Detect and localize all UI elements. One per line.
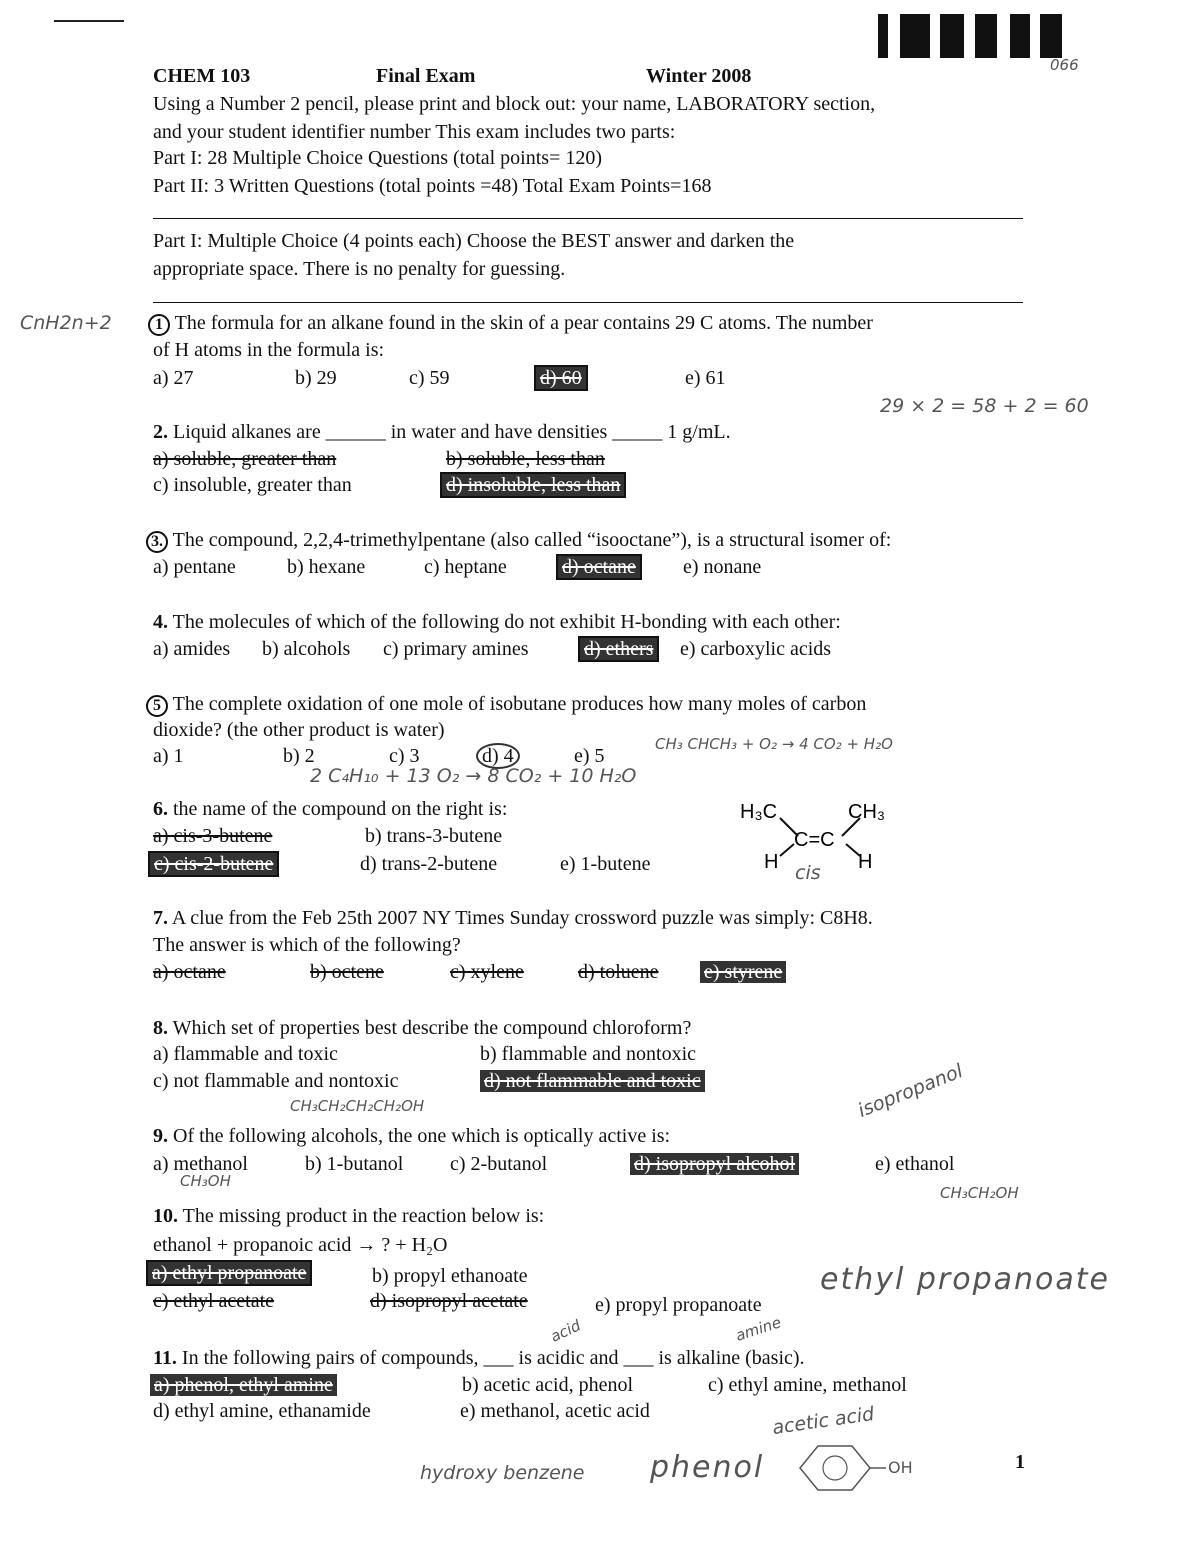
choice-selected[interactable] <box>630 1150 799 1178</box>
question-text: The formula for an alkane found in the skin of a pear contains 29 C atoms. The number <box>174 312 873 334</box>
choice-label: d) isopropyl alcohol <box>630 1153 799 1175</box>
choice[interactable]: d) ethyl amine, ethanamide <box>153 1400 371 1422</box>
question-text: dioxide? (the other product is water) <box>153 719 445 741</box>
structure-label: H₃C <box>740 801 778 823</box>
handwritten-note: cis <box>795 862 821 884</box>
choice[interactable]: b) trans-3-butene <box>365 825 503 847</box>
question-number: 10. <box>153 1205 178 1227</box>
barcode-bar <box>1040 14 1062 58</box>
choice[interactable]: c) ethyl amine, methanol <box>708 1374 907 1396</box>
exam-title: Final Exam <box>376 65 476 87</box>
choice[interactable]: c) 3 <box>389 745 420 767</box>
choice-label: c) cis-2-butene <box>148 851 279 877</box>
question-number: 8. <box>153 1017 168 1039</box>
question-text: of H atoms in the formula is: <box>153 339 385 361</box>
choice[interactable]: c) 2-butanol <box>450 1153 548 1175</box>
question-text: In the following pairs of compounds, ___ is acidic and ___ is alkaline (basic). <box>181 1347 805 1369</box>
choice-label: d) insoluble, less than <box>440 472 626 498</box>
instruction-line: Part I: 28 Multiple Choice Questions (total points= 120) <box>153 147 603 169</box>
choice[interactable]: b) flammable and nontoxic <box>480 1043 697 1065</box>
handwritten-note: CH₃CH₂CH₂CH₂OH <box>290 1097 425 1115</box>
handwritten-note: acetic acid <box>770 1402 876 1440</box>
choice[interactable]: a) methanol <box>153 1153 248 1175</box>
phenol-ring-sketch <box>790 1438 920 1498</box>
choice[interactable]: d) isopropyl acetate <box>370 1290 528 1312</box>
choice[interactable]: a) pentane <box>153 556 236 578</box>
choice[interactable]: b) alcohols <box>262 638 351 660</box>
choice-selected[interactable] <box>150 1371 337 1399</box>
handwritten-note: CH₃CH₂OH <box>940 1184 1019 1202</box>
question-1-stem <box>148 309 873 337</box>
choice[interactable]: e) carboxylic acids <box>680 638 832 660</box>
question-text: The answer is which of the following? <box>153 934 461 956</box>
handwritten-note: isopropanol <box>854 1060 967 1122</box>
question-text: Of the following alcohols, the one which is optically active is: <box>173 1125 671 1147</box>
choice[interactable]: a) flammable and toxic <box>153 1043 338 1065</box>
question-text: The complete oxidation of one mole of isobutane produces how many moles of carbon <box>172 693 867 715</box>
part1-intro: Part I: Multiple Choice (4 points each) Choose the BEST answer and darken the <box>153 230 795 252</box>
question-number: 4. <box>153 611 168 633</box>
choice-selected[interactable] <box>440 471 626 499</box>
choice-label: a) ethyl propanoate <box>146 1260 312 1286</box>
choice[interactable]: d) trans-2-butene <box>360 853 498 875</box>
choice-selected[interactable] <box>700 958 786 986</box>
choice[interactable]: c) xylene <box>450 961 524 983</box>
choice[interactable]: e) methanol, acetic acid <box>460 1400 650 1422</box>
question-2-stem <box>153 418 731 446</box>
instruction-line: Part II: 3 Written Questions (total points =48) Total Exam Points=168 <box>153 175 712 197</box>
stamp-number: 066 <box>1050 56 1079 74</box>
handwritten-note: hydroxy benzene <box>420 1462 585 1484</box>
choice[interactable]: e) 61 <box>685 367 726 389</box>
choice-label: d) 4 <box>476 743 520 769</box>
choice-label: d) ethers <box>578 636 659 662</box>
choice[interactable]: c) not flammable and nontoxic <box>153 1070 399 1092</box>
choice[interactable]: a) cis-3-butene <box>153 825 273 847</box>
choice[interactable]: c) ethyl acetate <box>153 1290 275 1312</box>
question-7-stem <box>153 904 873 932</box>
choice[interactable]: b) soluble, less than <box>446 448 605 470</box>
pen-mark <box>54 20 124 22</box>
structure-label: C=C <box>794 829 835 851</box>
choice-label: d) not flammable and toxic <box>480 1070 705 1092</box>
question-text: The molecules of which of the following do not exhibit H-bonding with each other: <box>172 611 841 633</box>
question-number: 11. <box>153 1347 177 1369</box>
choice[interactable]: b) propyl ethanoate <box>372 1265 528 1287</box>
choice-label: d) octane <box>556 554 642 580</box>
choice-selected[interactable] <box>534 364 588 392</box>
choice[interactable]: e) 5 <box>574 745 605 767</box>
svg-text:OH: OH <box>888 1458 913 1477</box>
choice[interactable]: a) soluble, greater than <box>153 448 337 470</box>
choice[interactable]: e) nonane <box>683 556 762 578</box>
choice-selected[interactable] <box>578 635 659 663</box>
choice-selected[interactable] <box>146 1259 312 1287</box>
choice[interactable]: a) amides <box>153 638 231 660</box>
choice-label: a) phenol, ethyl amine <box>150 1374 337 1396</box>
part1-intro: appropriate space. There is no penalty for guessing. <box>153 258 566 280</box>
choice[interactable]: e) ethanol <box>875 1153 955 1175</box>
instruction-line: Using a Number 2 pencil, please print and block out: your name, LABORATORY section, <box>153 93 876 115</box>
structure-label: H <box>764 851 779 873</box>
barcode-bar <box>1010 14 1030 58</box>
choice[interactable]: e) 1-butene <box>560 853 651 875</box>
divider <box>153 218 1023 219</box>
choice[interactable]: a) 1 <box>153 745 184 767</box>
choice[interactable]: e) propyl propanoate <box>595 1294 762 1316</box>
choice[interactable]: c) primary amines <box>383 638 529 660</box>
choice-selected[interactable] <box>556 553 642 581</box>
question-number: 7. <box>153 907 168 929</box>
divider <box>153 302 1023 303</box>
handwritten-note: amine <box>733 1313 784 1345</box>
choice[interactable]: a) 27 <box>153 367 194 389</box>
question-10-stem <box>153 1202 544 1230</box>
question-text: The compound, 2,2,4-trimethylpentane (also called “isooctane”), is a structural isomer of: <box>172 529 892 551</box>
handwritten-note: CH₃ CHCH₃ + O₂ → 4 CO₂ + H₂O <box>655 735 893 753</box>
question-9-stem <box>153 1122 670 1150</box>
question-3-stem <box>146 526 891 554</box>
handwritten-note: CnH2n+2 <box>20 312 112 334</box>
handwritten-note: phenol <box>650 1450 765 1485</box>
question-number: 1 <box>148 314 170 336</box>
choice[interactable]: c) 59 <box>409 367 450 389</box>
question-text: A clue from the Feb 25th 2007 NY Times Sunday crossword puzzle was simply: C8H8. <box>171 907 873 929</box>
barcode-bar <box>900 14 930 58</box>
question-8-stem <box>153 1014 691 1042</box>
page-number: 1 <box>1015 1451 1025 1473</box>
question-number: 2. <box>153 421 168 443</box>
choice[interactable]: c) heptane <box>424 556 507 578</box>
handwritten-note: CH₃OH <box>180 1172 231 1190</box>
choice[interactable]: b) 1-butanol <box>305 1153 404 1175</box>
barcode-bar <box>940 14 964 58</box>
reaction-equation: ethanol + propanoic acid → ? + H₂O <box>153 1234 448 1256</box>
question-4-stem <box>153 608 841 636</box>
handwritten-note: ethyl propanoate <box>820 1262 1110 1297</box>
question-text: Which set of properties best describe the compound chloroform? <box>172 1017 692 1039</box>
question-6-stem <box>153 795 507 823</box>
question-11-stem <box>153 1344 805 1372</box>
handwritten-note: 2 C₄H₁₀ + 13 O₂ → 8 CO₂ + 10 H₂O <box>310 765 637 787</box>
choice[interactable]: b) octene <box>310 961 384 983</box>
question-number: 6. <box>153 798 168 820</box>
question-text: the name of the compound on the right is: <box>173 798 508 820</box>
exam-term: Winter 2008 <box>646 65 752 87</box>
choice[interactable]: b) 29 <box>295 367 337 389</box>
choice-selected[interactable] <box>480 1067 705 1095</box>
choice[interactable]: c) insoluble, greater than <box>153 474 352 496</box>
choice-selected[interactable] <box>148 850 279 878</box>
barcode-bar <box>878 14 888 58</box>
barcode-bar <box>975 14 997 58</box>
choice-label: e) styrene <box>700 961 786 983</box>
choice[interactable]: d) toluene <box>578 961 659 983</box>
question-5-stem <box>146 690 866 718</box>
choice[interactable]: b) hexane <box>287 556 366 578</box>
choice[interactable]: a) octane <box>153 961 226 983</box>
instruction-line: and your student identifier number This exam includes two parts: <box>153 121 676 143</box>
question-number: 5 <box>146 695 168 717</box>
choice[interactable]: b) acetic acid, phenol <box>462 1374 634 1396</box>
question-text: Liquid alkanes are ______ in water and have densities _____ 1 g/mL. <box>173 421 731 443</box>
question-number: 9. <box>153 1125 168 1147</box>
question-number: 3. <box>146 531 168 553</box>
handwritten-note: acid <box>547 1316 584 1346</box>
choice[interactable]: b) 2 <box>283 745 315 767</box>
choice-label: d) 60 <box>534 365 588 391</box>
structure-label: H <box>858 851 873 873</box>
question-text: The missing product in the reaction below is: <box>182 1205 545 1227</box>
handwritten-note: 29 × 2 = 58 + 2 = 60 <box>880 395 1089 417</box>
course-title: CHEM 103 <box>153 65 251 87</box>
structure-label: CH₃ <box>848 801 886 823</box>
